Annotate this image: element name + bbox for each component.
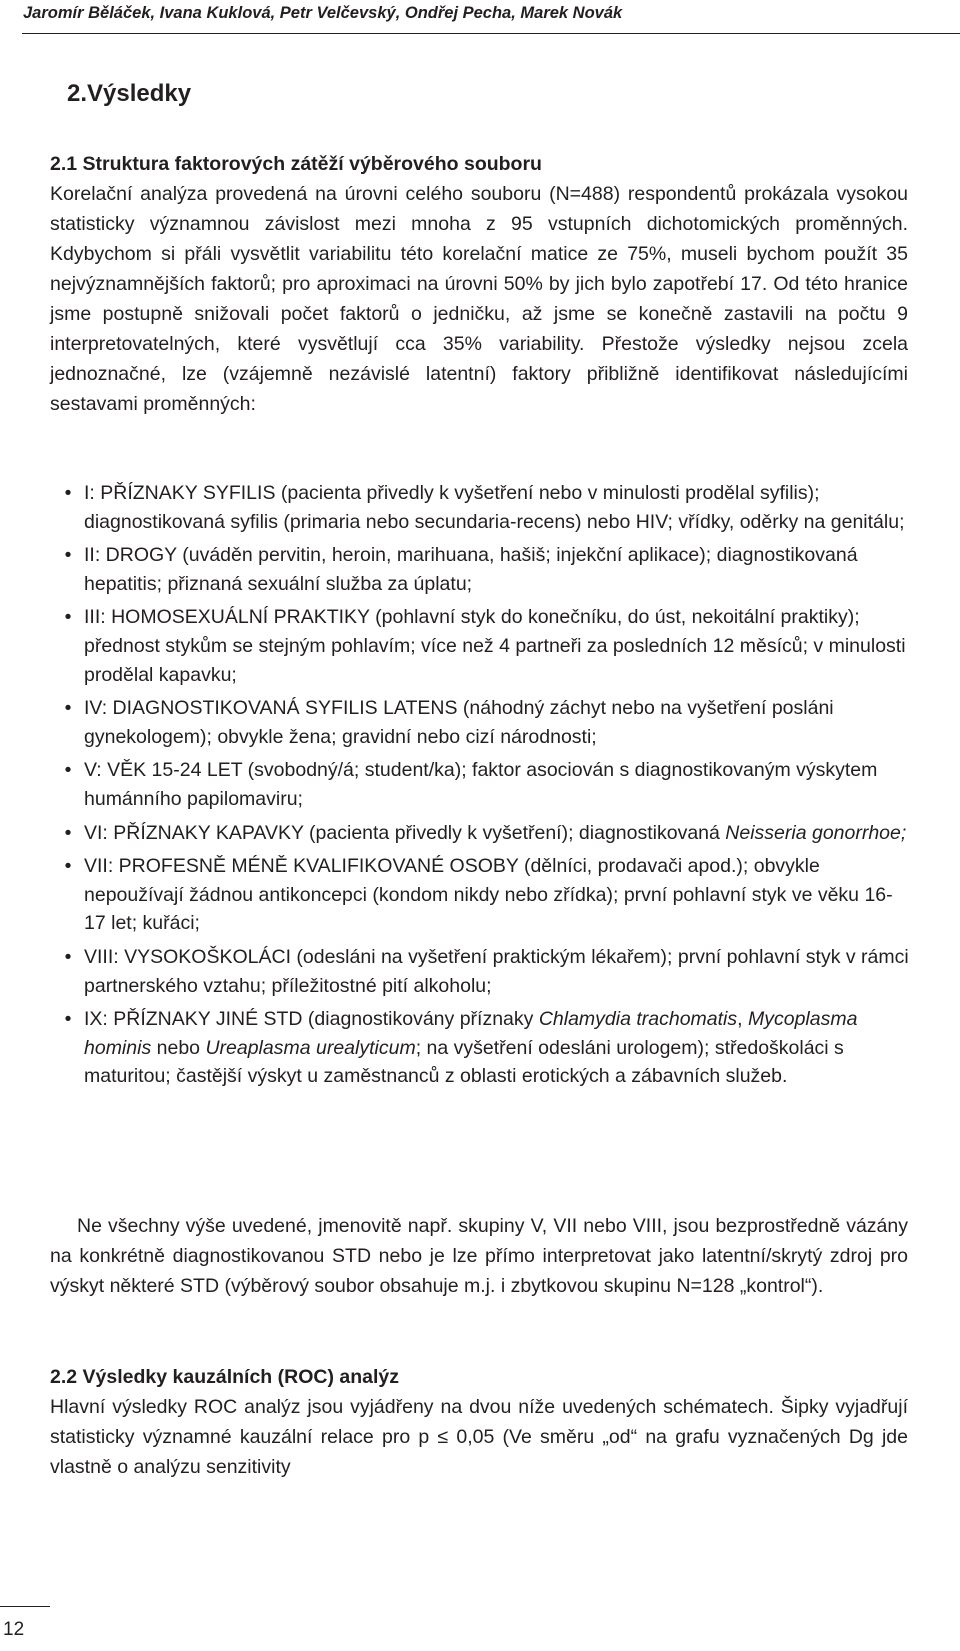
- factor-item-9: [50, 1005, 910, 1091]
- bullet-icon: •: [64, 606, 72, 629]
- section-title: 2.Výsledky: [67, 80, 192, 107]
- factor-text-6-species: Neisseria gonorrhoe;: [725, 821, 907, 844]
- factor-text-1: I: PŘÍZNAKY SYFILIS (pacienta přivedly k vyšetření nebo v minulosti prodělal syfilis); diagnostikovaná syfilis (primaria nebo secundaria-recens) nebo HIV; vřídky, oděrky na genitálu;: [84, 482, 905, 533]
- factor-text-7: VII: PROFESNĚ MÉNĚ KVALIFIKOVANÉ OSOBY (dělníci, prodavači apod.); obvykle nepoužívají žádnou antikoncepci (kondom nikdy nebo zřídka); první pohlavní styk ve věku 16-17 let; kuřáci;: [84, 855, 893, 935]
- factor-item-8: [50, 943, 910, 1000]
- factor-item-5: [50, 756, 910, 813]
- factor-item-3: [50, 603, 910, 689]
- factor-text-2: II: DROGY (uváděn pervitin, heroin, marihuana, hašiš; injekční aplikace); diagnostikovaná hepatitis; přiznaná sexuální služba za úplatu;: [84, 544, 858, 595]
- bullet-icon: •: [64, 759, 72, 782]
- bullet-icon: •: [64, 821, 72, 844]
- factor-item-6: [50, 819, 910, 848]
- bullet-icon: •: [64, 1008, 72, 1031]
- header-rule: [22, 33, 960, 34]
- bullet-icon: •: [64, 544, 72, 567]
- bullet-icon: •: [64, 697, 72, 720]
- species-ureaplasma: Ureaplasma urealyticum: [205, 1036, 416, 1059]
- factor-text-8: VIII: VYSOKOŠKOLÁCI (odesláni na vyšetření praktickým lékařem); první pohlavní styk v rámci partnerského vztahu; příležitostné pití alkoholu;: [84, 945, 909, 997]
- subsection-2-body: Hlavní výsledky ROC analýz jsou vyjádřeny na dvou níže uvedených schématech. Šipky vyjadřují statisticky významné kauzální relace pro p ≤ 0,05 (Ve směru „od“ na grafu vyznačených Dg jde vlastně o analýzu senzitivity: [50, 1396, 908, 1478]
- factor-list: [50, 479, 910, 1096]
- factor-text-4: IV: DIAGNOSTIKOVANÁ SYFILIS LATENS (náhodný záchyt nebo na vyšetření posláni gynekologem); obvykle žena; gravidní nebo cizí národnosti;: [84, 697, 834, 748]
- factor-text-3: III: HOMOSEXUÁLNÍ PRAKTIKY (pohlavní styk do konečníku, do úst, nekoitální praktiky); přednost stykům se stejným pohlavím; více než 4 partneři za posledních 12 měsíců; v minulosti prodělal kapavku;: [84, 606, 906, 686]
- bullet-icon: •: [64, 855, 72, 878]
- species-chlamydia: Chlamydia trachomatis: [538, 1008, 738, 1031]
- factor-text-9c: ,: [737, 1008, 743, 1031]
- bullet-icon: •: [64, 945, 72, 968]
- species-mycoplasma: Mycoplasma hominis: [84, 1008, 858, 1059]
- subsection-1-title: 2.1 Struktura faktorových zátěží výběrového souboru: [50, 153, 542, 175]
- subsection-2: [50, 1362, 908, 1482]
- bullet-icon: •: [64, 482, 72, 504]
- factor-text-9a: IX: PŘÍZNAKY JINÉ STD (diagnostikovány příznaky: [84, 1008, 534, 1031]
- factor-text-6: VI: PŘÍZNAKY KAPAVKY (pacienta přivedly k vyšetření); diagnostikovaná: [84, 821, 720, 844]
- page-number: 12: [3, 1619, 25, 1640]
- factor-text-5: V: VĚK 15-24 LET (svobodný/á; student/ka); faktor asociován s diagnostikovaným výskytem humánního papilomaviru;: [84, 759, 878, 810]
- factor-text-9g: ; na vyšetření odesláni urologem); středoškoláci s maturitou; častější výskyt u zaměstnanců z oblasti erotických a zábavních služeb.: [84, 1036, 844, 1088]
- factor-item-1: [50, 479, 910, 536]
- header-authors: Jaromír Běláček, Ivana Kuklová, Petr Velčevský, Ondřej Pecha, Marek Novák: [23, 4, 623, 22]
- factor-item-2: [50, 541, 910, 598]
- subsection-1-intro: Korelační analýza provedená na úrovni celého souboru (N=488) respondentů prokázala vysokou statisticky významnou závislost mezi mnoha z 95 vstupních dichotomických proměnných. Kdybychom si přáli vysvětlit variabilitu této korelační matice ze 75%, museli bychom použít 35 nejvýznamnějších faktorů; pro aproximaci na úrovni 50% by jich bylo zapotřebí 17. Od této hranice jsme postupně snižovali počet faktorů o jedničku, až jsme se konečně zastavili na počtu 9 interpretovatelných, které vysvětlují cca 35% variability. Přestože výsledky nejsou zcela jednoznačné, lze (vzájemně nezávislé latentní) faktory přibližně identifikovat následujícími sestavami proměnných:: [50, 183, 908, 415]
- factor-item-7: [50, 852, 910, 938]
- subsection-2-title: 2.2 Výsledky kauzálních (ROC) analýz: [50, 1366, 399, 1388]
- footer-rule: [0, 1606, 50, 1607]
- factor-item-4: [50, 694, 910, 751]
- note-paragraph: Ne všechny výše uvedené, jmenovitě např. skupiny V, VII nebo VIII, jsou bezprostředně vázány na konkrétně diagnostikovanou STD nebo je lze přímo interpretovat jako latentní/skrytý zdroj pro výskyt některé STD (výběrový soubor obsahuje m.j. i zbytkovou skupinu N=128 „kontrol“).: [50, 1215, 908, 1297]
- subsection-1: [50, 149, 908, 419]
- factor-text-9e: nebo: [156, 1036, 201, 1059]
